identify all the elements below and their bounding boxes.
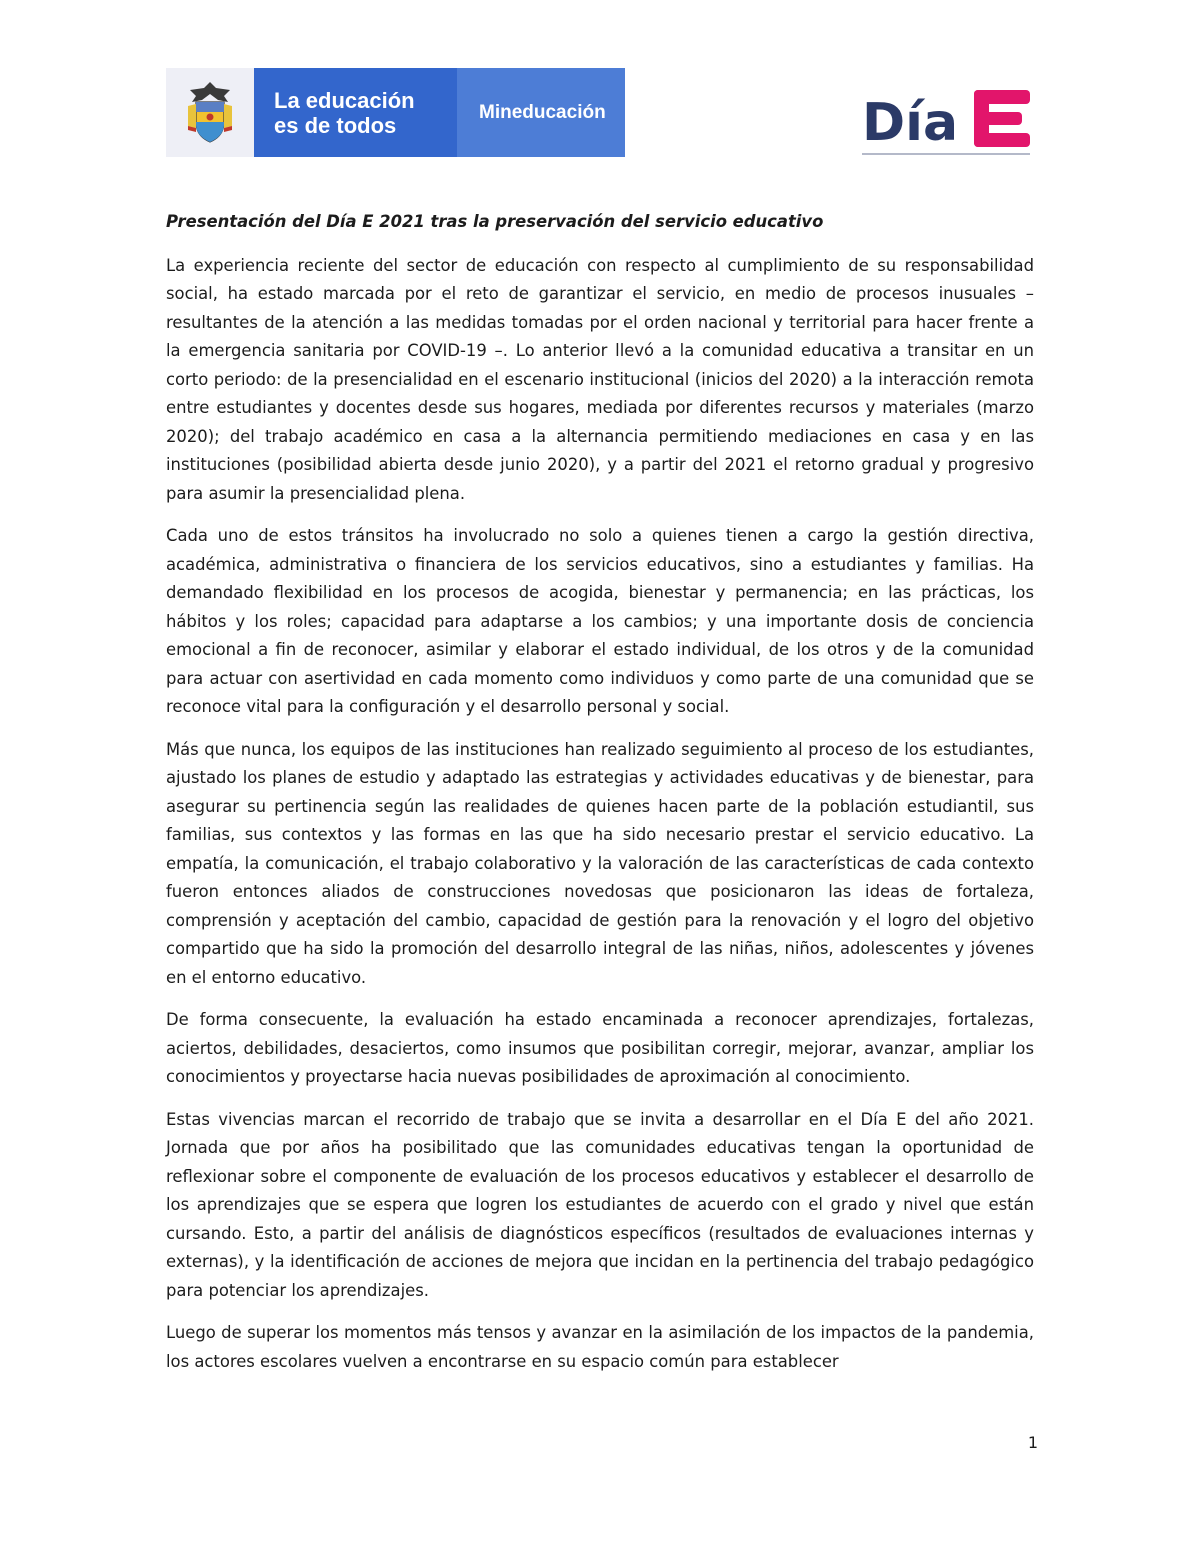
colombia-coat-of-arms-icon [182,80,238,146]
paragraph-1: La experiencia reciente del sector de educación con respecto al cumplimiento de su responsabilidad social, ha estado marcada por el reto de garantizar el servicio, en medio de procesos inusuales – resultantes de la atención a las medidas tomadas por el orden nacional y territorial para hacer frente a la emergencia sanitaria por COVID-19 –. Lo anterior llevó a la comunidad educativa a transitar en un corto periodo: de la presencialidad en el escenario institucional (inicios del 2020) a la interacción remota entre estudiantes y docentes desde sus hogares, mediada por diferentes recursos y materiales (marzo 2020); del trabajo académico en casa a la alternancia permitiendo mediaciones en casa y en las instituciones (posibilidad abierta desde junio 2020), y a partir del 2021 el retorno gradual y progresivo para asumir la presencialidad plena. [166,255,1034,503]
slogan-panel [254,68,625,157]
crest-container [166,68,254,157]
paragraph-5: Estas vivencias marcan el recorrido de trabajo que se invita a desarrollar en el Día E del año 2021. Jornada que por años ha posibilitado que las comunidades educativas tengan la oportunidad de reflexionar sobre el componente de evaluación de los procesos educativos y establecer el desarrollo de los aprendizajes que se espera que logren los estudiantes de acuerdo con el grado y nivel que están cursando. Esto, a partir del análisis de diagnósticos específicos (resultados de evaluaciones internas y externas), y la identificación de acciones de mejora que incidan en la pertinencia del trabajo pedagógico para potenciar los aprendizajes. [166,1109,1034,1300]
paragraph-3: Más que nunca, los equipos de las instituciones han realizado seguimiento al proceso de los estudiantes, ajustado los planes de estudio y adaptado las estrategias y actividades educativas y de bienestar, para asegurar su pertinencia según las realidades de quienes hacen parte de la población estudiantil, sus familias, sus contextos y las formas en las que ha sido necesario prestar el servicio educativo. La empatía, la comunicación, el trabajo colaborativo y la valoración de las características de cada contexto fueron entonces aliados de construcciones novedosas que posicionaron las ideas de fortaleza, comprensión y aceptación del cambio, capacidad de gestión para la renovación y el logro del objetivo compartido que ha sido la promoción del desarrollo integral de las niñas, niños, adolescentes y jóvenes en el entorno educativo. [166,739,1034,987]
paragraph-6: Luego de superar los momentos más tensos y avanzar en la asimilación de los impactos de la pandemia, los actores escolares vuelven a encontrarse en su espacio común para establecer [166,1323,1034,1371]
logo-e-shape [974,90,1030,147]
paragraph-2: Cada uno de estos tránsitos ha involucrado no solo a quienes tienen a cargo la gestión directiva, académica, administrativa o financiera de los servicios educativos, sino a estudiantes y familias. Ha demandado flexibilidad en los procesos de acogida, bienestar y permanencia; en las prácticas, los hábitos y los roles; capacidad para adaptarse a los cambios; y una importante dosis de conciencia emocional a fin de reconocer, asimilar y elaborar el estado individual, de los otros y de la comunidad para actuar con asertividad en cada momento como individuos y como parte de una comunidad que se reconoce vital para la configuración y el desarrollo personal y social. [166,526,1034,716]
page-number: 1 [1027,1433,1038,1452]
logo-dia-text: Día [862,93,959,153]
document-body [166,208,1034,1390]
ministry-name: Mineducación [457,68,625,157]
document-title: Presentación del Día E 2021 tras la preservación del servicio educativo [166,212,824,231]
paragraph-4: De forma consecuente, la evaluación ha estado encaminada a reconocer aprendizajes, fortalezas, aciertos, debilidades, desaciertos, como insumos que posibilitan corregir, mejorar, avanzar, ampliar los conocimientos y proyectarse hacia nuevas posibilidades de aproximación al conocimiento. [166,1010,1034,1086]
government-banner [166,68,625,157]
slogan-text: La educación es de todos [274,87,415,138]
dia-e-logo [862,84,1032,158]
